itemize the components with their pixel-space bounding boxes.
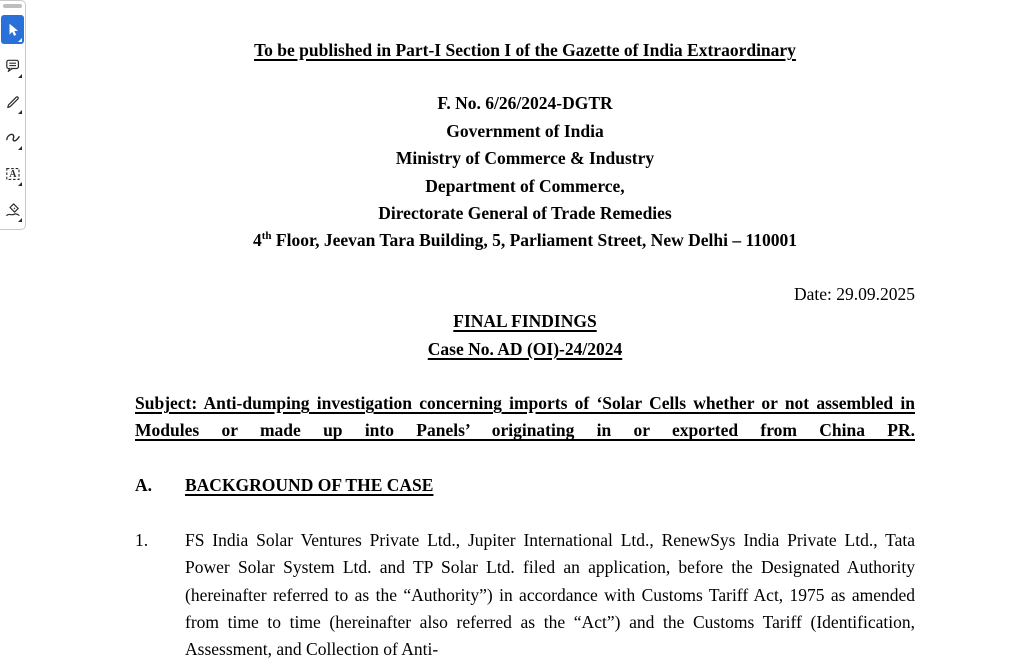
dropdown-corner-icon — [18, 110, 22, 114]
comment-tool-button[interactable] — [1, 51, 24, 80]
paragraph-1 — [135, 527, 915, 664]
org-line-government: Government of India — [446, 120, 604, 141]
text-box-icon — [5, 166, 21, 182]
comment-icon — [5, 58, 21, 74]
squiggle-icon — [5, 130, 21, 146]
address-ordinal-superscript: th — [261, 230, 272, 243]
section-a-heading — [135, 472, 915, 499]
paragraph-1-text: FS India Solar Ventures Private Ltd., Jupiter International Ltd., RenewSys India Private Ltd., Tata Power Solar System Ltd. and TP Solar Ltd. filed an application, before the Designated Authority (hereinafter referred to as the “Authority”) in accordance with Customs Tariff Act, 1975 as amended from time to time (hereinafter also referred as the “Act”) and the Customs Tariff (Identification, Assessment, and Collection of Anti- — [185, 529, 915, 660]
cursor-icon — [5, 22, 21, 38]
dropdown-corner-icon — [18, 74, 22, 78]
org-line-ministry: Ministry of Commerce & Industry — [395, 148, 655, 169]
document-page — [135, 0, 915, 664]
findings-title: FINAL FINDINGS — [453, 311, 597, 332]
toolbar-drag-handle[interactable] — [3, 4, 22, 8]
svg-text:A: A — [8, 168, 17, 180]
signature-tool-button[interactable] — [1, 195, 24, 224]
dropdown-corner-icon — [18, 146, 22, 150]
address-rest: Floor, Jeevan Tara Building, 5, Parliament Street, New Delhi – 110001 — [271, 230, 797, 251]
freehand-tool-button[interactable] — [1, 123, 24, 152]
pen-icon — [5, 94, 21, 110]
section-a-label: A. — [135, 474, 153, 495]
select-tool-button[interactable] — [1, 15, 24, 44]
pen-tool-button[interactable] — [1, 87, 24, 116]
subject-line: Subject: Anti-dumping investigation concerning imports of ‘Solar Cells whether or not assembled in Modules or made up into Panels’ originating in or exported from China PR. — [135, 393, 915, 441]
date-line: Date: 29.09.2025 — [793, 283, 915, 304]
gazette-publication-heading: To be published in Part-I Section I of the Gazette of India Extraordinary — [254, 40, 796, 60]
address-line — [135, 227, 915, 254]
file-number: F. No. 6/26/2024-DGTR — [437, 93, 613, 114]
org-line-directorate: Directorate General of Trade Remedies — [378, 203, 672, 224]
dropdown-corner-icon — [18, 218, 22, 222]
org-line-department: Department of Commerce, — [425, 175, 625, 196]
annotation-toolbar — [0, 0, 26, 230]
paragraph-1-number: 1. — [135, 529, 149, 550]
section-a-title: BACKGROUND OF THE CASE — [185, 474, 434, 495]
address-prefix: 4 — [252, 230, 262, 251]
signature-icon — [5, 202, 21, 218]
text-box-tool-button[interactable] — [1, 159, 24, 188]
dropdown-corner-icon — [18, 182, 22, 186]
case-number: Case No. AD (OI)-24/2024 — [427, 338, 623, 359]
dropdown-corner-icon — [18, 38, 22, 42]
